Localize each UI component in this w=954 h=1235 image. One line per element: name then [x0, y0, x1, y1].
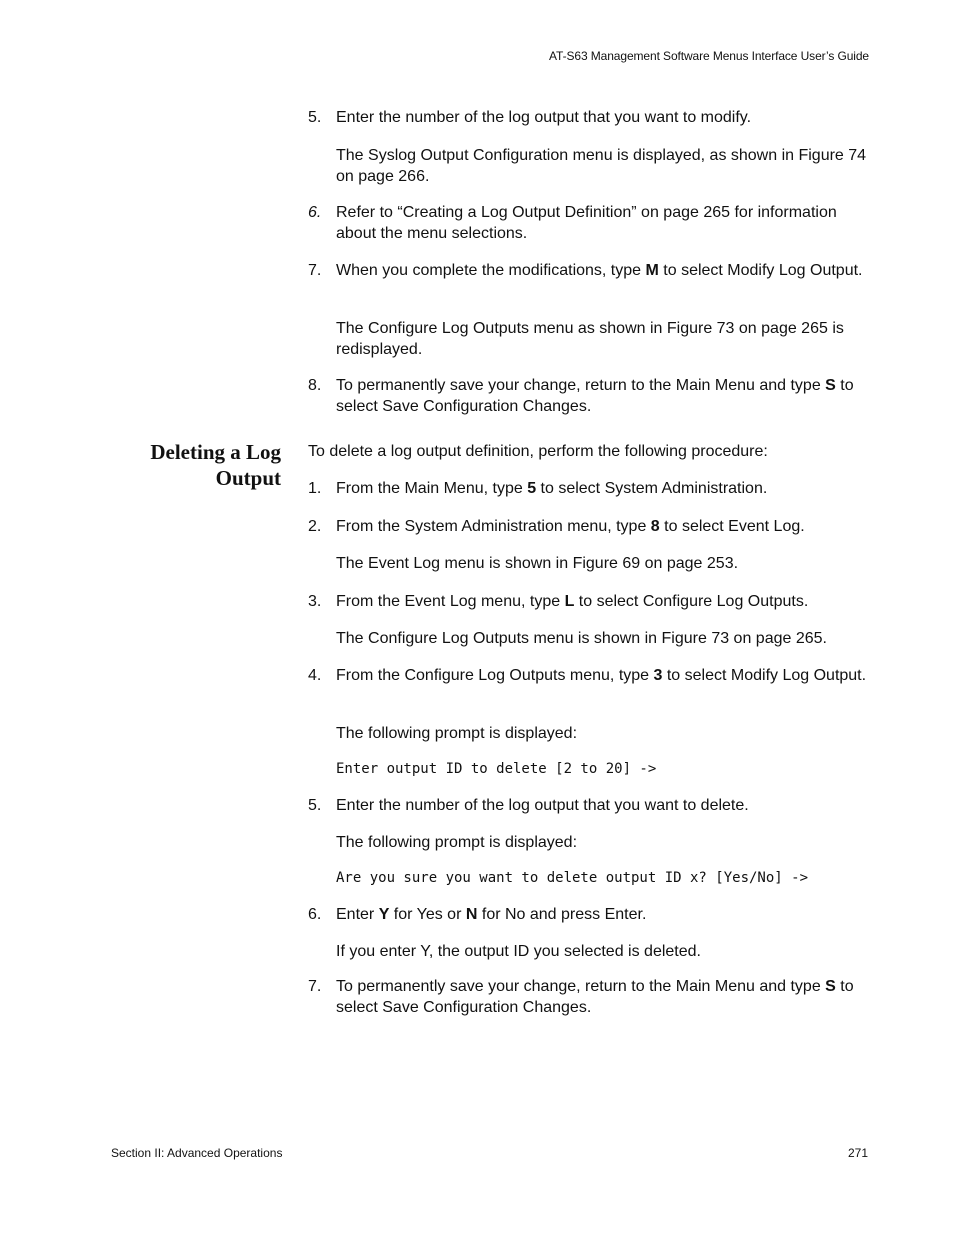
key-label: Y — [378, 906, 390, 923]
key-label: 3 — [653, 667, 663, 684]
prompt-code: Are you sure you want to delete output ID x? [Yes/No] -> — [336, 870, 809, 886]
procedure-step-2 — [308, 517, 878, 538]
step-number: 5. — [308, 797, 322, 814]
procedure-step-6 — [308, 905, 878, 926]
step-text: From the System Administration menu, type 8 to select Event Log. — [336, 518, 805, 535]
step-note: The following prompt is displayed: — [336, 834, 578, 851]
step-note: The Syslog Output Configuration menu is displayed, as shown in Figure 74 on page 266. — [336, 147, 867, 185]
step-number: 6. — [308, 204, 322, 221]
procedure-step-5 — [308, 796, 878, 817]
running-header: AT-S63 Management Software Menus Interface User’s Guide — [549, 49, 869, 63]
step-text: To permanently save your change, return to the Main Menu and type S to select Save Configuration Changes. — [336, 978, 854, 1016]
top-step-5 — [308, 108, 878, 129]
procedure-step-4 — [308, 666, 878, 687]
key-label: M — [645, 262, 659, 279]
step-note: The Configure Log Outputs menu as shown in Figure 73 on page 265 is redisplayed. — [336, 320, 844, 358]
step-text: From the Configure Log Outputs menu, type 3 to select Modify Log Output. — [336, 667, 867, 684]
step-note: The Event Log menu is shown in Figure 69 on page 253. — [336, 555, 739, 572]
prompt-code: Enter output ID to delete [2 to 20] -> — [336, 761, 657, 777]
step-number: 3. — [308, 593, 322, 610]
step-number: 8. — [308, 377, 322, 394]
top-step-7 — [308, 261, 878, 282]
step-text: From the Event Log menu, type L to select Configure Log Outputs. — [336, 593, 809, 610]
step-number: 7. — [308, 262, 322, 279]
step-note: If you enter Y, the output ID you selected is deleted. — [336, 943, 701, 960]
step-number: 6. — [308, 906, 322, 923]
key-label: 8 — [650, 518, 660, 535]
step-number: 2. — [308, 518, 322, 535]
step-text: Enter Y for Yes or N for No and press Enter. — [336, 906, 647, 923]
section-intro: To delete a log output definition, perform the following procedure: — [308, 443, 768, 460]
step-text: Enter the number of the log output that you want to delete. — [336, 797, 749, 814]
step-note: The Configure Log Outputs menu is shown in Figure 73 on page 265. — [336, 630, 827, 647]
page-number: 271 — [847, 1146, 868, 1160]
step-text: Refer to “Creating a Log Output Definition” on page 265 for information about the menu selections. — [336, 204, 837, 242]
step-text: Enter the number of the log output that you want to modify. — [336, 109, 752, 126]
step-number: 4. — [308, 667, 322, 684]
top-step-6 — [308, 203, 878, 244]
key-label: S — [825, 377, 836, 394]
key-label: 5 — [527, 480, 537, 497]
procedure-step-3 — [308, 592, 878, 613]
footer-section: Section II: Advanced Operations — [111, 1146, 283, 1160]
step-text: From the Main Menu, type 5 to select System Administration. — [336, 480, 768, 497]
key-label: L — [564, 593, 575, 610]
top-step-8 — [308, 376, 878, 417]
step-text: To permanently save your change, return to the Main Menu and type S to select Save Configuration Changes. — [336, 377, 854, 415]
procedure-step-7 — [308, 977, 878, 1018]
step-number: 5. — [308, 109, 322, 126]
section-heading: Deleting a Log Output — [150, 440, 281, 490]
step-number: 7. — [308, 978, 322, 995]
step-text: When you complete the modifications, type M to select Modify Log Output. — [336, 262, 863, 279]
procedure-step-1 — [308, 479, 878, 500]
key-label: S — [825, 978, 836, 995]
key-label: N — [465, 906, 478, 923]
step-note: The following prompt is displayed: — [336, 725, 578, 742]
step-number: 1. — [308, 480, 322, 497]
